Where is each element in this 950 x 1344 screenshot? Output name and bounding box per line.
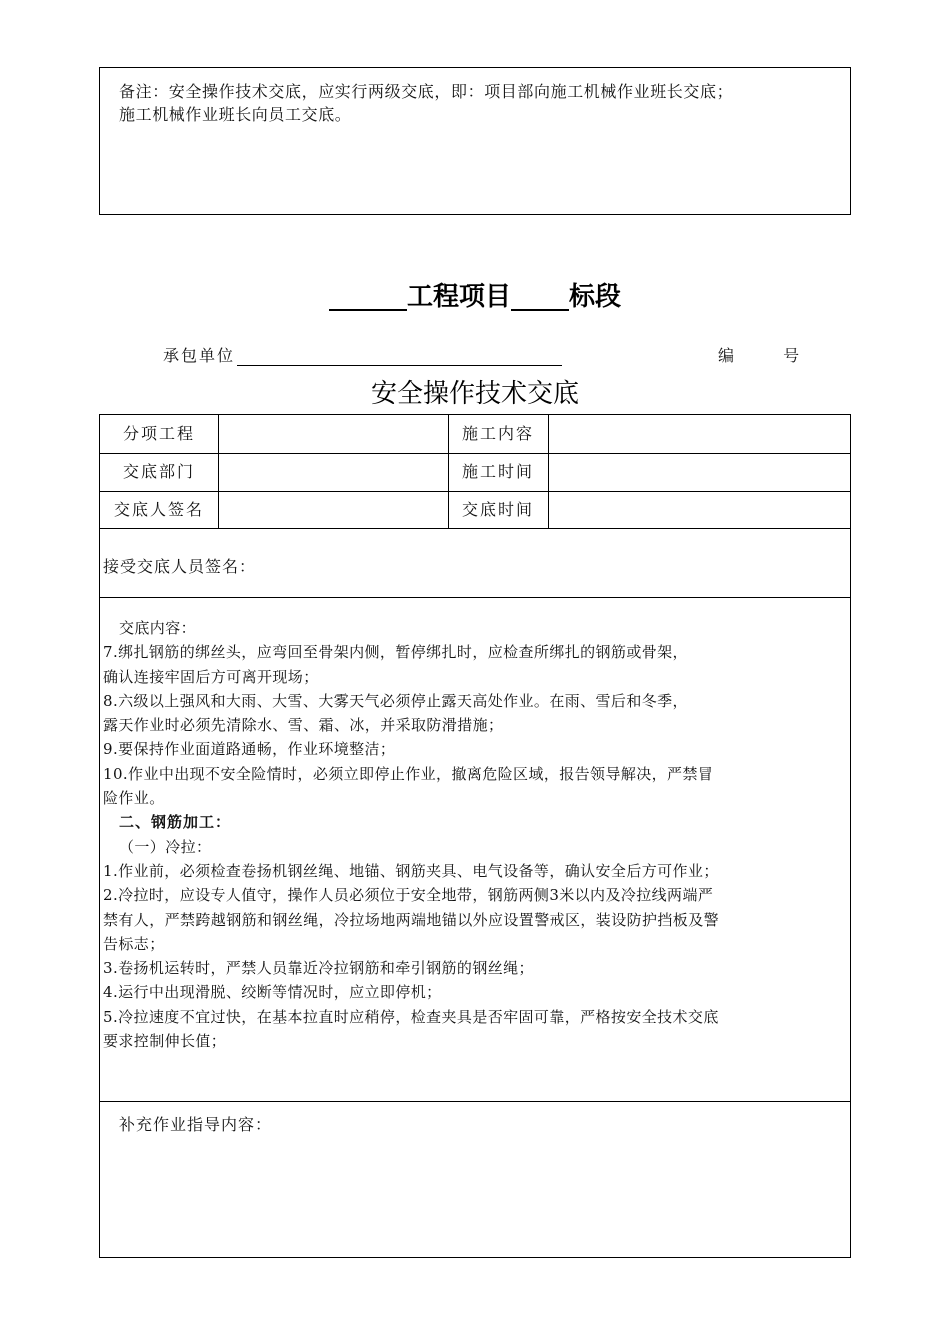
- note-box: [99, 67, 851, 215]
- contractor-field[interactable]: [237, 347, 562, 366]
- project-title: [0, 276, 950, 313]
- content-line: 5.冷拉速度不宜过快，在基本拉直时应稍停，检查夹具是否牢固可靠，严格按安全技术交底: [103, 1007, 719, 1026]
- serial-label: 编 号: [718, 346, 822, 365]
- column-divider: [548, 415, 549, 528]
- note-text: [119, 80, 838, 126]
- label-construction-time: 施工时间: [461, 462, 534, 481]
- disclosure-form: [99, 414, 851, 1258]
- construction-time-field[interactable]: [554, 453, 844, 491]
- section-word: 标段: [569, 282, 622, 312]
- content-line: 告标志；: [103, 934, 165, 953]
- content-line: 1.作业前，必须检查卷扬机钢丝绳、地锚、钢筋夹具、电气设备等，确认安全后方可作业；: [103, 861, 719, 880]
- content-line: 3.卷扬机运转时，严禁人员靠近冷拉钢筋和牵引钢筋的钢丝绳；: [103, 959, 534, 978]
- content-line: 险作业。: [103, 789, 165, 808]
- section-number-blank[interactable]: [511, 283, 569, 311]
- column-divider: [218, 415, 219, 528]
- row-divider: [100, 597, 850, 598]
- label-sub-project: 分项工程: [122, 424, 195, 443]
- note-line-1: 备注：安全操作技术交底，应实行两级交底，即：项目部向施工机械作业班长交底；: [119, 82, 734, 101]
- content-line: 要求控制伸长值；: [103, 1032, 227, 1051]
- note-line-2: 施工机械作业班长向员工交底。: [119, 105, 352, 124]
- content-line: 9.要保持作业面道路通畅，作业环境整洁；: [103, 740, 396, 759]
- receiver-signature-label: 接受交底人员签名：: [103, 557, 257, 576]
- disclosure-content: [103, 616, 836, 1053]
- project-name-blank[interactable]: [329, 283, 407, 311]
- sub-heading: （一）冷拉：: [119, 837, 212, 856]
- project-word: 工程项目: [406, 282, 511, 312]
- label-construction-content: 施工内容: [461, 424, 534, 443]
- content-line: 露天作业时必须先清除水、雪、霜、冰，并采取防滑措施；: [103, 716, 504, 735]
- sub-project-field[interactable]: [224, 415, 444, 453]
- section-heading: 二、钢筋加工：: [119, 813, 232, 832]
- disclosure-time-field[interactable]: [554, 491, 844, 529]
- content-line: 7.绑扎钢筋的绑丝头，应弯回至骨架内侧，暂停绑扎时，应检查所绑扎的钢筋或骨架，: [103, 643, 688, 662]
- content-line: 8.六级以上强风和大雨、大雪、大雾天气必须停止露天高处作业。在雨、雪后和冬季，: [103, 691, 688, 710]
- content-line: 确认连接牢固后方可离开现场；: [103, 667, 319, 686]
- content-line: 禁有人，严禁跨越钢筋和钢丝绳，冷拉场地两端地锚以外应设置警戒区，装设防护挡板及警: [103, 910, 720, 929]
- construction-content-field[interactable]: [554, 415, 844, 453]
- label-disclosure-time: 交底时间: [461, 500, 534, 519]
- supplement-label: 补充作业指导内容：: [119, 1115, 273, 1134]
- content-heading: 交底内容：: [119, 619, 197, 637]
- discloser-signature-field[interactable]: [224, 491, 444, 529]
- main-title: 安全操作技术交底: [370, 379, 579, 409]
- content-line: 2.冷拉时，应设专人值守，操作人员必须位于安全地带，钢筋两侧3米以内及冷拉线两端严: [103, 886, 714, 905]
- department-field[interactable]: [224, 453, 444, 491]
- content-line: 4.运行中出现滑脱、绞断等情况时，应立即停机；: [103, 983, 442, 1002]
- label-department: 交底部门: [122, 462, 195, 481]
- label-discloser-signature: 交底人签名: [113, 500, 204, 519]
- contractor-row: [163, 343, 562, 366]
- contractor-label: 承包单位: [163, 346, 236, 365]
- row-divider: [100, 1101, 850, 1102]
- content-line: 10.作业中出现不安全险情时，必须立即停止作业，撤离危险区域，报告领导解决，严禁冒: [103, 764, 714, 783]
